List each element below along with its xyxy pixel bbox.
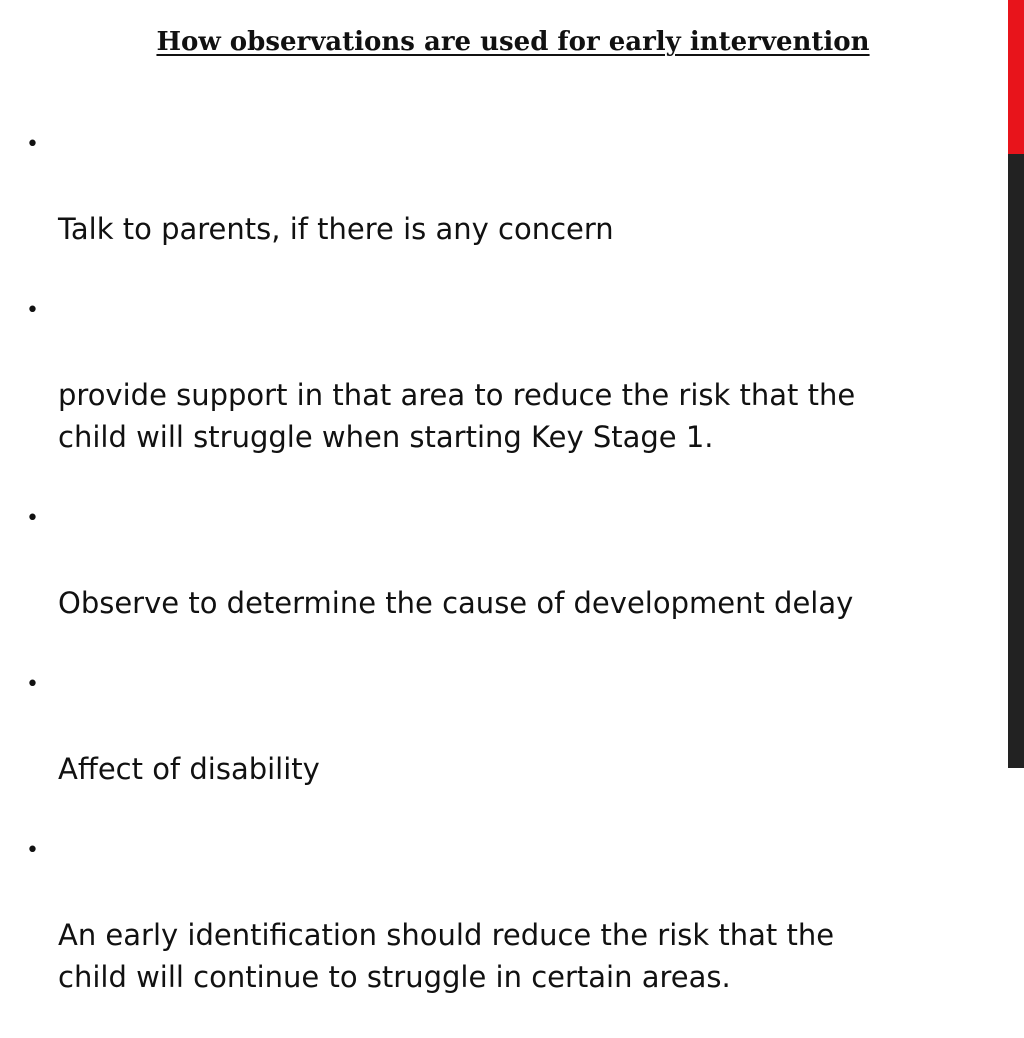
bullet-list <box>24 124 984 1038</box>
bullet-text: An early identification should reduce the risk that the child will continue to struggle in certain areas. <box>58 918 835 994</box>
bullet-dot-icon: • <box>26 506 39 531</box>
bullet-text: provide support in that area to reduce the risk that the child will struggle when starting Key Stage 1. <box>58 378 856 454</box>
slide-title: How observations are used for early intervention <box>156 27 870 57</box>
bullet-text: Affect of disability <box>58 752 320 786</box>
bullet-item <box>24 290 984 458</box>
bullet-text: Talk to parents, if there is any concern <box>58 212 614 246</box>
bullet-dot-icon: • <box>26 672 39 697</box>
bullet-item <box>24 498 984 624</box>
bullet-dot-icon: • <box>26 298 39 323</box>
bullet-dot-icon: • <box>26 838 39 863</box>
bullet-dot-icon: • <box>26 132 39 157</box>
side-accent-red-segment <box>1008 0 1024 154</box>
bullet-text: Observe to determine the cause of development delay <box>58 586 854 620</box>
bullet-item <box>24 664 984 790</box>
bullet-item <box>24 830 984 998</box>
bullet-item <box>24 124 984 250</box>
